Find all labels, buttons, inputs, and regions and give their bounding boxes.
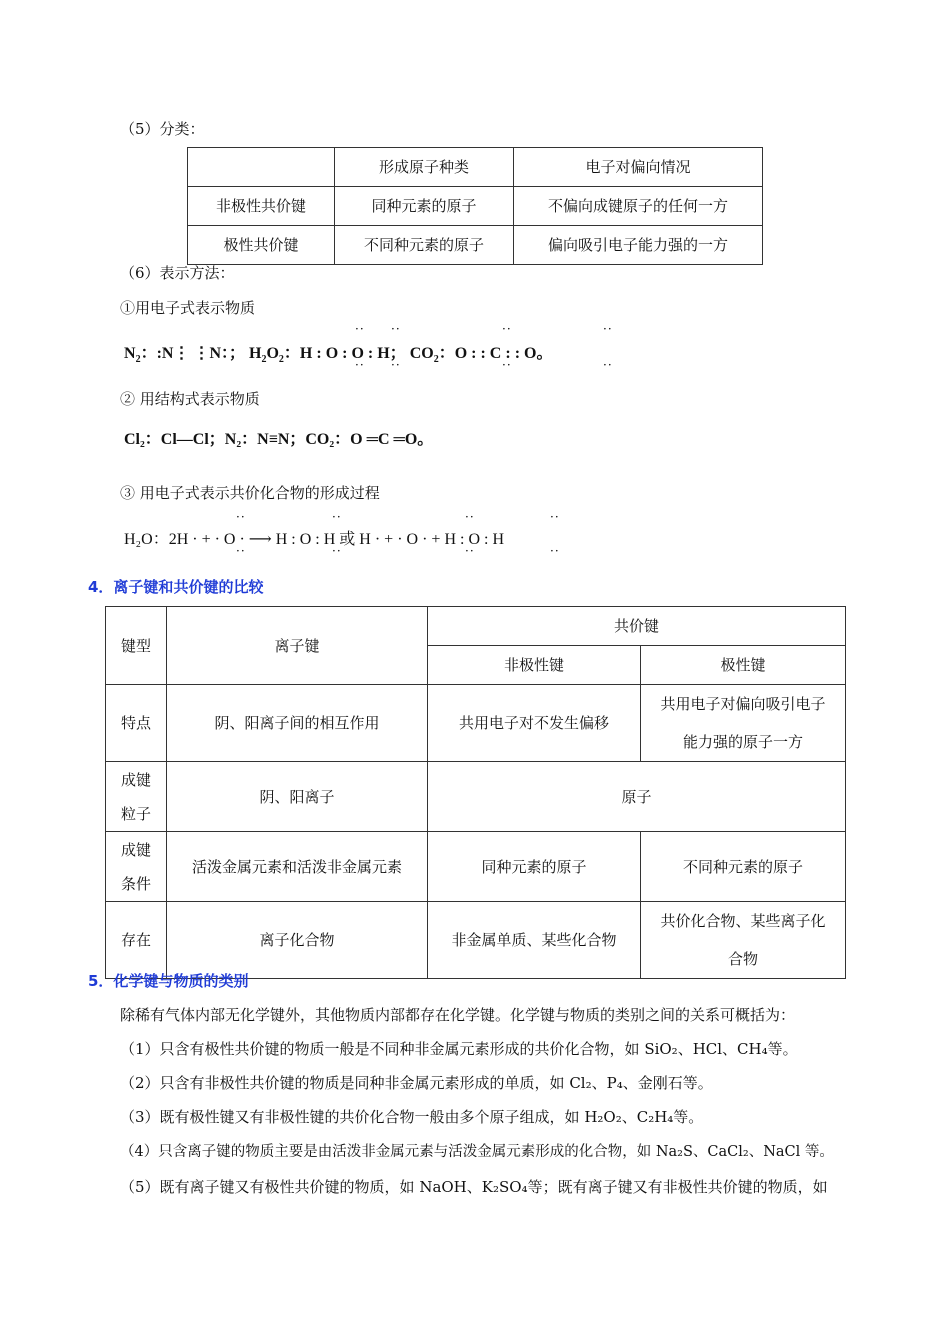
table-cell: 偏向吸引电子能力强的一方 [514, 226, 763, 265]
formula-n2: N [124, 345, 136, 362]
cell-line: 共价化合物、某些离子化 [660, 912, 826, 930]
table-row [106, 832, 846, 902]
section-4-heading: 4．离子键和共价键的比较 [88, 578, 264, 596]
classification-table [187, 147, 763, 265]
table-row [106, 685, 846, 762]
lone-pair-dots: ·· [502, 322, 512, 336]
lone-pair-dots: ·· [550, 544, 560, 558]
subscript: 2 [261, 354, 267, 366]
paragraph-1: （1）只含有极性共价键的物质一般是不同种非金属元素形成的共价化合物，如 SiO₂、HCl、CH₄等。 [120, 1040, 798, 1058]
cmp-header-nonpolar: 非极性键 [428, 646, 641, 685]
method-2-label: ② 用结构式表示物质 [120, 390, 260, 408]
lone-pair-dots: ·· [332, 544, 342, 558]
method-3-label: ③ 用电子式表示共价化合物的形成过程 [120, 484, 380, 502]
lone-pair-dots: ·· [236, 510, 246, 524]
paragraph-3: （3）既有极性键又有非极性键的共价化合物一般由多个原子组成，如 H₂O₂、C₂H₄等。 [120, 1108, 704, 1126]
section-5-heading: 5．化学键与物质的类别 [88, 972, 249, 990]
table-row [188, 226, 763, 265]
paragraph-4: （4）只含离子键的物质主要是由活泼非金属元素与活泼金属元素形成的化合物，如 Na₂S、CaCl₂、NaCl 等。 [120, 1144, 834, 1160]
lone-pair-dots: ·· [236, 544, 246, 558]
lone-pair-dots: ·· [355, 322, 365, 336]
cell-line: 能力强的原子一方 [682, 733, 803, 751]
paragraph-intro: 除稀有气体内部无化学键外，其他物质内部都存在化学键。化学键与物质的类别之间的关系可概括为： [120, 1006, 796, 1024]
formula-n2-body: ：:N⋮ ⋮N：； [140, 345, 246, 362]
subscript: 2 [278, 354, 284, 366]
table-cell: 非极性共价键 [188, 187, 335, 226]
table-cell: 不同种元素的原子 [641, 832, 846, 902]
cmp-header-ionic: 离子键 [167, 607, 428, 685]
paragraph-5: （5）既有离子键又有极性共价键的物质，如 NaOH、K₂SO₄等；既有离子键又有非极性共价键的物质，如 [120, 1178, 828, 1196]
table-row [106, 762, 846, 832]
formula-h2o2: H [249, 345, 262, 362]
cell-line: 成键 [120, 770, 151, 789]
cmp-header-polar: 极性键 [641, 646, 846, 685]
lone-pair-dots: ·· [603, 322, 613, 336]
table-header-electron-shift: 电子对偏向情况 [514, 148, 763, 187]
cmp-header-covalent: 共价键 [428, 607, 846, 646]
formula-h2o2-body: ：H : O : O : H； [283, 345, 406, 362]
table-cell: 存在 [106, 902, 167, 979]
cell-line: 合物 [727, 950, 758, 968]
lone-pair-dots: ·· [502, 358, 512, 372]
table-cell: 原子 [428, 762, 846, 832]
subscript: 2 [135, 354, 141, 366]
table-cell: 非金属单质、某些化合物 [428, 902, 641, 979]
table-header-empty [188, 148, 335, 187]
table-cell [106, 832, 167, 902]
lone-pair-dots: ·· [465, 510, 475, 524]
method-1-label: ①用电子式表示物质 [120, 299, 256, 317]
comparison-table [105, 606, 846, 979]
table-cell: 活泼金属元素和活泼非金属元素 [167, 832, 428, 902]
formation-process-line: H₂O：2H · + · O · ⟶ H : O : H 或 H · + · O · + H : O : H [124, 531, 504, 548]
table-cell: 极性共价键 [188, 226, 335, 265]
table-cell: 不偏向成键原子的任何一方 [514, 187, 763, 226]
lone-pair-dots: ·· [355, 358, 365, 372]
lone-pair-dots: ·· [332, 510, 342, 524]
paragraph-2: （2）只含有非极性共价键的物质是同种非金属元素形成的单质，如 Cl₂、P₄、金刚石等。 [120, 1074, 713, 1092]
table-cell: 不同种元素的原子 [335, 226, 514, 265]
subscript: 2 [433, 354, 439, 366]
lone-pair-dots: ·· [391, 358, 401, 372]
table-cell [106, 762, 167, 832]
cell-line: 条件 [120, 874, 151, 893]
formula-h2o2-o: O [266, 345, 279, 362]
table-cell: 阴、阳离子间的相互作用 [167, 685, 428, 762]
lone-pair-dots: ·· [391, 322, 401, 336]
lone-pair-dots: ·· [465, 544, 475, 558]
structural-formula-line: Cl₂：Cl—Cl；N₂：N≡N；CO₂：O ═C ═O。 [124, 431, 434, 448]
formula-co2-body: ：O : : C : : O。 [438, 345, 553, 362]
table-cell: 离子化合物 [167, 902, 428, 979]
table-cell: 特点 [106, 685, 167, 762]
electron-formula-line [124, 340, 552, 365]
formula-co2: CO [409, 345, 434, 362]
table-cell: 同种元素的原子 [335, 187, 514, 226]
table-cell: 阴、阳离子 [167, 762, 428, 832]
table-row [106, 902, 846, 979]
cell-line: 成键 [120, 840, 151, 859]
table-header-atom-kind: 形成原子种类 [335, 148, 514, 187]
cell-line: 粒子 [120, 804, 151, 823]
lone-pair-dots: ·· [603, 358, 613, 372]
table-cell: 共用电子对不发生偏移 [428, 685, 641, 762]
cmp-header-type: 键型 [106, 607, 167, 685]
table-cell [641, 902, 846, 979]
lone-pair-dots: ·· [550, 510, 560, 524]
section-5-label: （5）分类： [120, 120, 205, 138]
table-row [188, 187, 763, 226]
table-cell: 同种元素的原子 [428, 832, 641, 902]
table-cell [641, 685, 846, 762]
section-6-label: （6）表示方法： [120, 264, 235, 282]
cell-line: 共用电子对偏向吸引电子 [660, 695, 826, 713]
